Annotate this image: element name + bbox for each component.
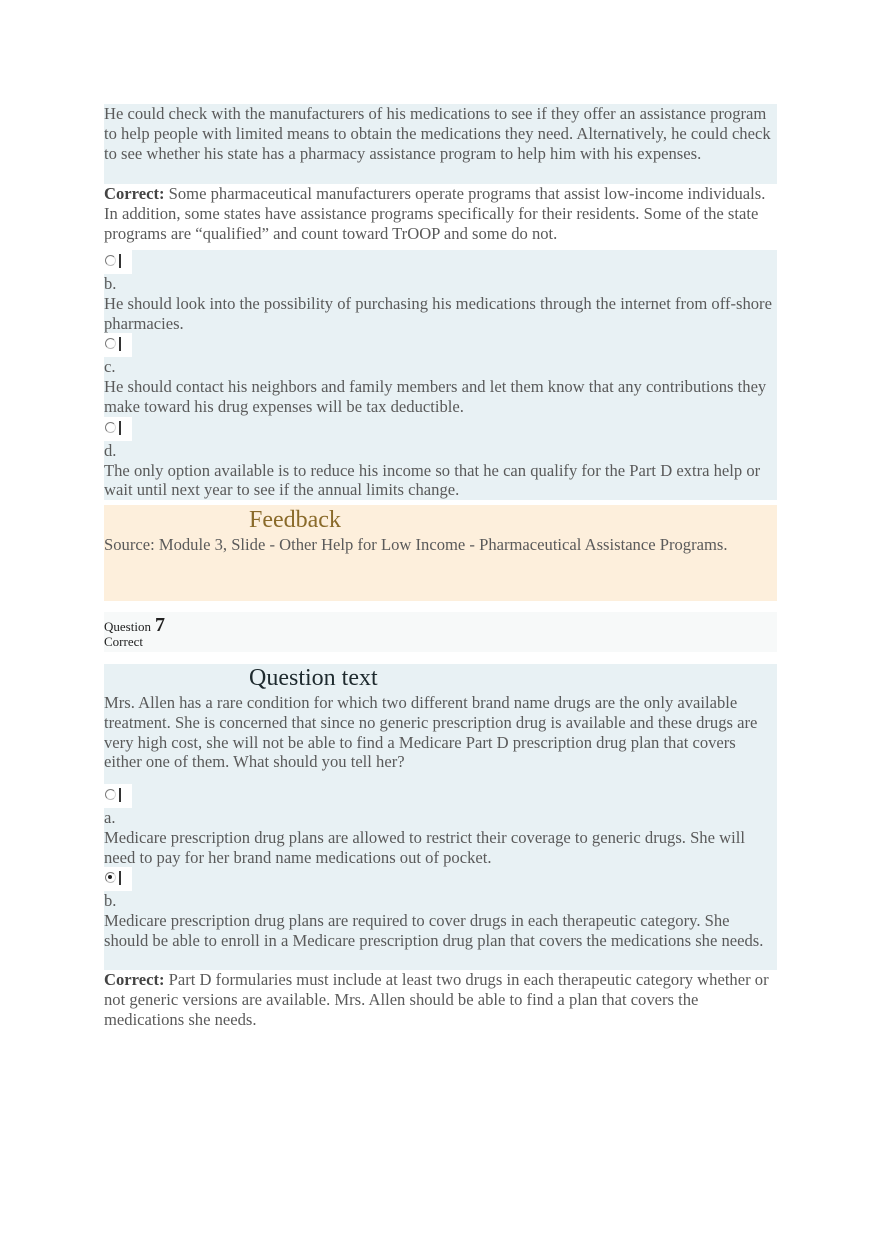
q7-option-a-text: Medicare prescription drug plans are allowed to restrict their coverage to generic drugs. She will need to pay for her brand name medications out of pocket. xyxy=(104,827,745,867)
correct-feedback xyxy=(104,184,777,243)
option-d-radio-row[interactable] xyxy=(104,417,777,441)
radio-selected-icon[interactable] xyxy=(105,872,116,883)
option-d-text: The only option available is to reduce his income so that he can qualify for the Part D extra help or wait until next year to see if the annual limits change. xyxy=(104,460,761,500)
q7-option-a-radio-row[interactable] xyxy=(104,784,777,808)
radio-unselected-icon[interactable] xyxy=(105,255,116,266)
option-c-radio-row[interactable] xyxy=(104,333,777,357)
radio-unselected-icon[interactable] xyxy=(105,422,116,433)
option-b-text: He should look into the possibility of purchasing his medications through the internet from off-shore pharmacies. xyxy=(104,293,772,333)
q7-option-b-radio-row[interactable] xyxy=(104,867,777,891)
question-status: Correct xyxy=(104,634,143,649)
option-b-letter: b. xyxy=(104,274,117,293)
option-a-text: He could check with the manufacturers of his medications to see if they offer an assistance program to help people with limited means to obtain the medications they need. Alternatively, he could check to see whether his state has a pharmacy assistance program to help him with his expenses. xyxy=(104,104,771,163)
option-b-radio-row[interactable] xyxy=(104,250,777,274)
question-number: 7 xyxy=(154,614,165,636)
q7-option-b-letter: b. xyxy=(104,891,117,911)
radio-unselected-icon[interactable] xyxy=(105,338,116,349)
correct-label: Correct: xyxy=(104,184,165,203)
feedback-heading: Feedback xyxy=(249,507,341,533)
feedback-block xyxy=(104,505,777,601)
correct-explanation: Some pharmaceutical manufacturers operate programs that assist low-income individuals. In addition, some states have assistance programs specifically for their residents. Some of the state programs are “qualified” and count toward TrOOP and some do not. xyxy=(104,184,766,243)
q7-option-a-letter: a. xyxy=(104,808,116,827)
correct-explanation: Part D formularies must include at least two drugs in each therapeutic category whether or not generic versions are available. Mrs. Allen should be able to find a plan that covers the medications she needs. xyxy=(104,970,769,1029)
q7-correct-feedback xyxy=(104,970,777,1029)
question-7-block xyxy=(104,664,777,970)
correct-label: Correct: xyxy=(104,970,165,989)
option-d-letter: d. xyxy=(104,440,117,460)
question-info xyxy=(104,612,777,652)
radio-unselected-icon[interactable] xyxy=(105,789,116,800)
answer-options xyxy=(104,250,777,500)
question-text-heading: Question text xyxy=(249,665,378,691)
option-c-letter: c. xyxy=(104,357,116,377)
q7-option-b-text: Medicare prescription drug plans are required to cover drugs in each therapeutic category. She should be able to enroll in a Medicare prescription drug plan that covers the medications she needs. xyxy=(104,911,764,950)
feedback-text: Source: Module 3, Slide - Other Help for Low Income - Pharmaceutical Assistance Programs. xyxy=(104,535,728,554)
selected-answer-block xyxy=(104,104,777,184)
question-text: Mrs. Allen has a rare condition for which two different brand name drugs are the only available treatment. She is concerned that since no generic prescription drug is available and these drugs are very high cost, she will not be able to find a Medicare Part D prescription drug plan that covers either one of them. What should you tell her? xyxy=(104,693,758,772)
question-label: Question xyxy=(104,619,151,634)
option-c-text: He should contact his neighbors and family members and let them know that any contributions they make toward his drug expenses will be tax deductible. xyxy=(104,377,767,416)
